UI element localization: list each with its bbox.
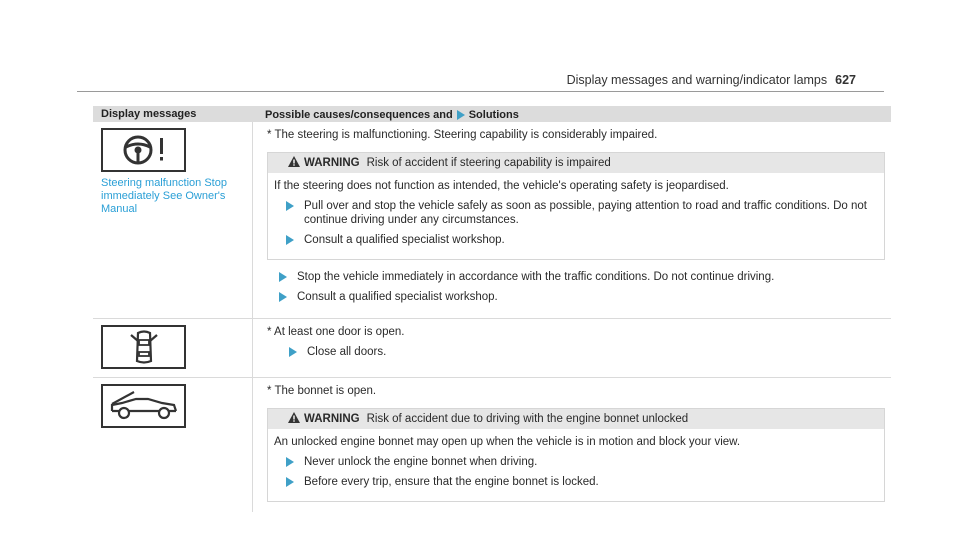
- causes-cell: [253, 378, 891, 512]
- warning-step-text: Before every trip, ensure that the engine bonnet is locked.: [304, 476, 599, 488]
- steering-wheel-warning-icon: [101, 128, 186, 172]
- warning-step: [286, 233, 876, 247]
- warning-label: WARNING: [304, 157, 360, 169]
- warning-step: [286, 455, 876, 469]
- display-message-cell: [93, 122, 253, 318]
- table-row: [93, 122, 891, 319]
- warning-header: [268, 153, 884, 173]
- running-header: [567, 73, 856, 87]
- arrow-right-icon: [286, 457, 294, 467]
- warning-text: An unlocked engine bonnet may open up when the vehicle is in motion and block your view.: [274, 436, 741, 448]
- display-message-cell: [93, 378, 253, 512]
- warning-step-text: Consult a qualified specialist workshop.: [304, 234, 505, 246]
- solution-step-text: Stop the vehicle immediately in accordance with the traffic conditions. Do not continue driving.: [297, 271, 775, 283]
- steering-malfunction-message: Steering malfunction Stop immediately See Owner's Manual: [101, 177, 227, 215]
- column-header-causes-label: Possible causes/consequences and: [265, 109, 453, 121]
- warning-title: Risk of accident due to driving with the engine bonnet unlocked: [366, 413, 689, 425]
- bonnet-open-icon: [101, 384, 186, 428]
- display-message-cell: [93, 319, 253, 377]
- warning-title: Risk of accident if steering capability is impaired: [366, 157, 611, 169]
- arrow-right-icon: [286, 235, 294, 245]
- causes-cell: [253, 122, 891, 318]
- header-rule: [77, 91, 884, 92]
- header-title: Display messages and warning/indicator lamps: [566, 73, 828, 87]
- column-header-causes: [253, 106, 891, 122]
- warning-body: [268, 173, 884, 259]
- table-row: [93, 319, 891, 378]
- warning-step-text: Pull over and stop the vehicle safely as soon as possible, paying attention to road and traffic conditions. Do not continue driving under any circumstances.: [304, 200, 867, 226]
- arrow-right-icon: [289, 347, 297, 357]
- arrow-right-icon: [286, 201, 294, 211]
- arrow-right-icon: [279, 272, 287, 282]
- warning-triangle-icon: [288, 156, 300, 170]
- solution-step: [289, 345, 885, 359]
- door-open-icon: [101, 325, 186, 369]
- cause-text: * The steering is malfunctioning. Steering capability is considerably impaired.: [267, 129, 658, 141]
- warning-text: If the steering does not function as intended, the vehicle's operating safety is jeopardised.: [274, 180, 729, 192]
- solution-step-text: Consult a qualified specialist workshop.: [297, 291, 498, 303]
- arrow-right-icon: [457, 110, 465, 120]
- display-messages-table: [93, 106, 891, 512]
- page-number: 627: [835, 73, 856, 87]
- warning-label: WARNING: [304, 413, 360, 425]
- table-header: [93, 106, 891, 122]
- warning-triangle-icon: [288, 412, 300, 426]
- warning-step: [286, 475, 876, 489]
- column-header-solutions-label: Solutions: [468, 109, 519, 121]
- column-header-display-messages: Display messages: [101, 108, 197, 120]
- arrow-right-icon: [286, 477, 294, 487]
- cause-text: * The bonnet is open.: [267, 385, 377, 397]
- causes-cell: [253, 319, 891, 377]
- solution-step: [279, 290, 885, 304]
- warning-box: [267, 408, 885, 502]
- solution-step: [279, 270, 885, 284]
- arrow-right-icon: [279, 292, 287, 302]
- warning-step-text: Never unlock the engine bonnet when driving.: [304, 456, 538, 468]
- warning-header: [268, 409, 884, 429]
- cause-text: * At least one door is open.: [267, 326, 405, 338]
- solution-step-text: Close all doors.: [307, 346, 387, 358]
- table-row: [93, 378, 891, 512]
- warning-body: [268, 429, 884, 501]
- warning-step: [286, 199, 876, 227]
- warning-box: [267, 152, 885, 260]
